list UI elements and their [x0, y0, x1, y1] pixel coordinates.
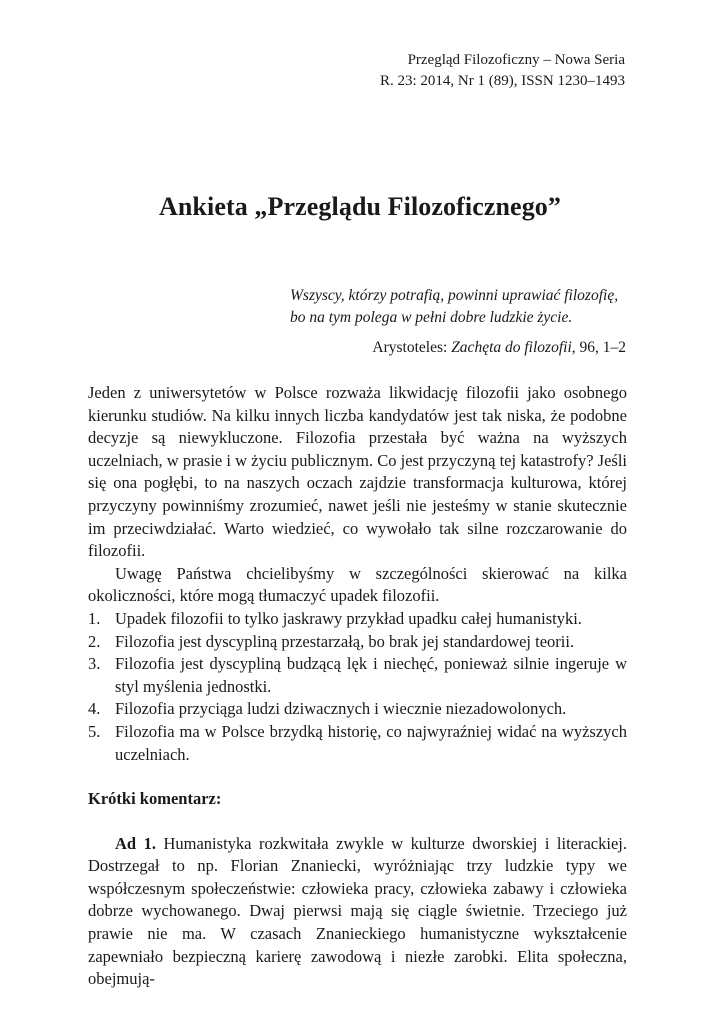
epigraph-reference: , 96, 1–2 — [571, 339, 626, 356]
list-item-number: 1. — [88, 608, 101, 628]
ad1-paragraph — [88, 833, 627, 991]
second-paragraph: Uwagę Państwa chcielibyśmy w szczególności skierować na kilka okoliczności, które mogą tłumaczyć upadek filozofii. — [88, 563, 627, 606]
list-item-number: 3. — [88, 654, 101, 674]
journal-header — [380, 50, 625, 92]
article-body — [88, 382, 627, 991]
list-item-text: Filozofia jest dyscypliną przestarzałą, bo brak jej standardowej teorii. — [115, 631, 575, 651]
list-item-number: 2. — [88, 631, 101, 651]
ad1-text: Humanistyka rozkwitała zwykle w kulturze dworskiej i literackiej. Dostrzegał to np. Florian Znaniecki, wyróżniając trzy ludzkie typy we współczesnym społeczeństwie: człowieka pracy, człowieka zabawy i człowieka dobrze wychowanego. Dwaj pierwsi mają się ciągle świetnie. Trzeciego już prawie nie ma. W czasach Znanieckiego humanistyczne wykształcenie zapewniało bezpieczną karierę zawodową i niezłe zarobki. Elita społeczna, obejmują- — [88, 833, 627, 989]
epigraph-author: Arystoteles: — [372, 339, 452, 356]
list-item-number: 5. — [88, 721, 101, 741]
list-item-number: 4. — [88, 699, 101, 719]
journal-name: Przegląd Filozoficzny – Nowa Seria — [407, 52, 625, 68]
epigraph-attribution — [290, 337, 626, 359]
list-item-text: Upadek filozofii to tylko jaskrawy przykład upadku całej humanistyki. — [115, 608, 582, 628]
list-item-text: Filozofia jest dyscypliną budzącą lęk i niechęć, ponieważ silnie ingeruje w styl myślenia jednostki. — [115, 654, 627, 696]
intro-paragraph: Jeden z uniwersytetów w Polsce rozważa likwidację filozofii jako osobnego kierunku studiów. Na kilku innych liczba kandydatów jest tak niska, że podobne decyzje są niewykluczone. Filozofia przestała być ważna na wyższych uczelniach, w prasie i w życiu publicznym. Co jest przyczyną tej katastrofy? Jeśli się ona pogłębi, to na naszych oczach zajdzie transformacja kulturowa, której przyczyny powinniśmy zrozumieć, nawet jeśli nie jesteśmy w stanie skutecznie im przeciwdziałać. Warto wiedzieć, co wywołało tak silne rozczarowanie do filozofii. — [88, 383, 627, 561]
comment-heading: Krótki komentarz: — [88, 789, 222, 809]
article-title: Ankieta „Przeglądu Filozoficznego” — [159, 192, 561, 221]
list-item-text: Filozofia ma w Polsce brzydką historię, co najwyraźniej widać na wyższych uczelniach. — [115, 721, 627, 764]
journal-issue: R. 23: 2014, Nr 1 (89), ISSN 1230–1493 — [379, 73, 625, 89]
epigraph-quote: Wszyscy, którzy potrafią, powinni uprawiać filozofię, bo na tym polega w pełni dobre ludzkie życie. — [290, 287, 619, 326]
list-item — [88, 653, 627, 698]
list-item — [88, 698, 627, 721]
ad1-label: Ad 1. — [115, 833, 156, 853]
epigraph — [290, 285, 626, 359]
list-item — [88, 608, 627, 631]
list-item — [88, 631, 627, 654]
issues-list — [88, 608, 627, 766]
list-item-text: Filozofia przyciąga ludzi dziwacznych i wiecznie niezadowolonych. — [115, 699, 567, 719]
epigraph-work: Zachęta do filozofii — [451, 339, 572, 356]
list-item — [88, 721, 627, 766]
